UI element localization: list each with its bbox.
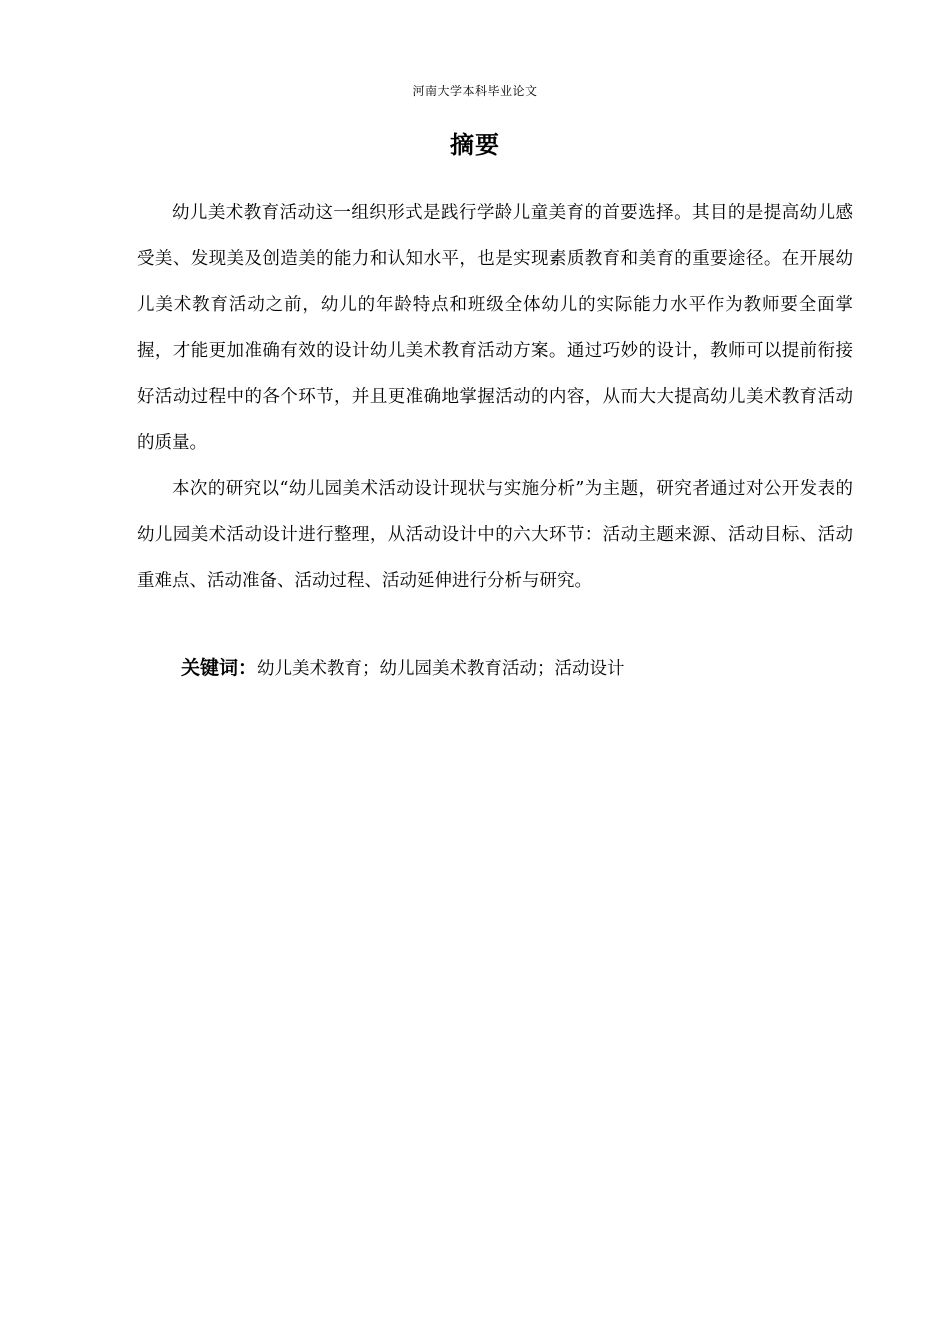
keywords-label: 关键词： <box>181 657 258 679</box>
abstract-paragraph-1: 幼儿美术教育活动这一组织形式是践行学龄儿童美育的首要选择。其目的是提高幼儿感受美、发现美及创造美的能力和认知水平，也是实现素质教育和美育的重要途径。在开展幼儿美术教育活动之前，幼儿的年龄特点和班级全体幼儿的实际能力水平作为教师要全面掌握，才能更加准确有效的设计幼儿美术教育活动方案。通过巧妙的设计，教师可以提前衔接好活动过程中的各个环节，并且更准确地掌握活动的内容，从而大大提高幼儿美术教育活动的质量。 <box>137 203 853 453</box>
abstract-title: 摘要 <box>450 131 500 159</box>
keywords-line <box>181 648 853 689</box>
keywords-value: 幼儿美术教育；幼儿园美术教育活动；活动设计 <box>257 659 625 679</box>
abstract-paragraph-2: 本次的研究以“幼儿园美术活动设计现状与实施分析”为主题，研究者通过对公开发表的幼儿园美术活动设计进行整理，从活动设计中的六大环节：活动主题来源、活动目标、活动重难点、活动准备、活动过程、活动延伸进行分析与研究。 <box>137 479 853 591</box>
abstract-body <box>137 190 853 604</box>
running-header: 河南大学本科毕业论文 <box>412 84 538 98</box>
